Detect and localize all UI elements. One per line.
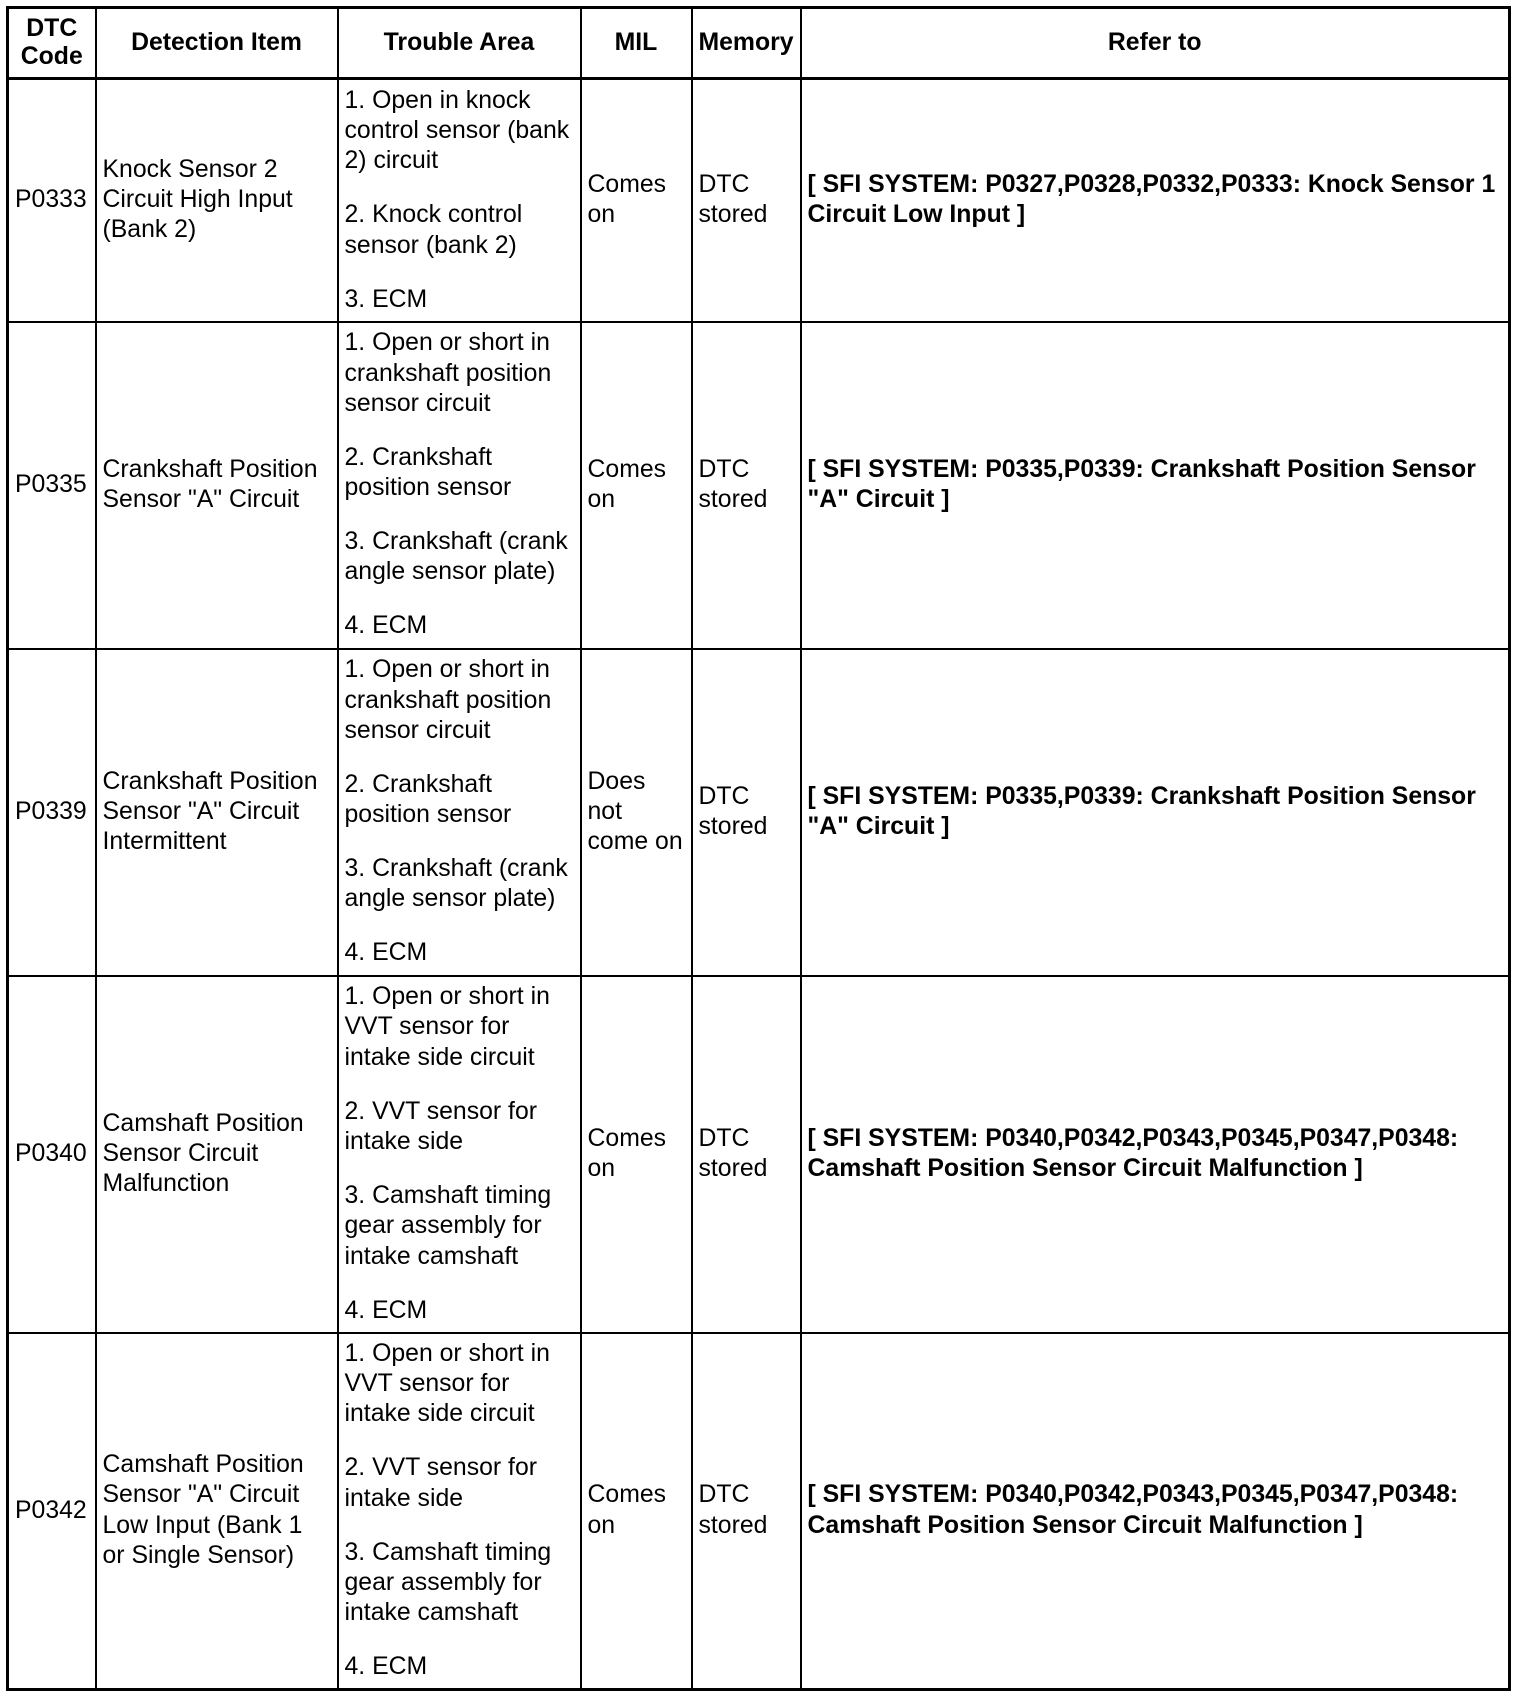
refer-to-cell	[801, 1333, 1510, 1690]
trouble-area-item: 4. ECM	[344, 612, 428, 640]
refer-to-link[interactable]: [ SFI SYSTEM: P0335,P0339: Crankshaft Position Sensor "A" Circuit ]	[807, 455, 1476, 513]
header-dtc-code: DTC Code	[8, 8, 96, 79]
dtc-table	[6, 6, 1511, 1691]
table-header-row	[8, 8, 1510, 79]
header-trouble-area: Trouble Area	[338, 8, 581, 79]
refer-to-link[interactable]: [ SFI SYSTEM: P0340,P0342,P0343,P0345,P0347,P0348: Camshaft Position Sensor Circuit Malfunction ]	[807, 1481, 1459, 1539]
trouble-area-list	[345, 655, 575, 968]
trouble-area-item: 2. Crankshaft position sensor	[344, 443, 512, 502]
detection-item: Crankshaft Position Sensor "A" Circuit	[102, 455, 318, 513]
trouble-area-item: 3. Crankshaft (crank angle sensor plate)	[344, 855, 568, 913]
dtc-code-cell	[8, 976, 96, 1333]
memory-status: DTC stored	[698, 170, 768, 229]
trouble-area-item: 4. ECM	[344, 939, 428, 967]
trouble-area-item: 4. ECM	[344, 1296, 428, 1324]
trouble-area-item: 2. VVT sensor for intake side	[344, 1454, 537, 1512]
memory-cell	[692, 322, 801, 649]
trouble-area-list	[345, 982, 575, 1326]
table-row	[8, 976, 1510, 1333]
dtc-code-cell	[8, 322, 96, 649]
mil-cell	[581, 1333, 692, 1690]
trouble-area-item: 1. Open or short in VVT sensor for intake side circuit	[344, 983, 550, 1071]
table-row	[8, 322, 1510, 649]
trouble-area-list	[345, 86, 575, 315]
mil-status: Comes on	[587, 1124, 667, 1182]
mil-status: Comes on	[587, 170, 667, 229]
dtc-code: P0335	[15, 470, 87, 498]
refer-to-cell	[801, 649, 1510, 976]
memory-cell	[692, 649, 801, 976]
mil-cell	[581, 79, 692, 322]
header-mil: MIL	[581, 8, 692, 79]
dtc-code: P0340	[15, 1139, 87, 1167]
detection-item: Crankshaft Position Sensor "A" Circuit Intermittent	[102, 767, 318, 856]
dtc-table-container	[6, 6, 1511, 1691]
detection-item-cell	[96, 976, 338, 1333]
table-row	[8, 1333, 1510, 1690]
trouble-area-item: 2. VVT sensor for intake side	[344, 1097, 537, 1155]
trouble-area-item: 1. Open or short in crankshaft position sensor circuit	[344, 656, 552, 744]
trouble-area-cell	[338, 79, 581, 322]
memory-status: DTC stored	[698, 1481, 768, 1539]
memory-cell	[692, 79, 801, 322]
trouble-area-item: 1. Open or short in VVT sensor for intake side circuit	[344, 1339, 550, 1428]
table-row	[8, 649, 1510, 976]
refer-to-cell	[801, 322, 1510, 649]
mil-status: Does not come on	[587, 767, 683, 856]
refer-to-link[interactable]: [ SFI SYSTEM: P0335,P0339: Crankshaft Position Sensor "A" Circuit ]	[807, 782, 1476, 840]
mil-status: Comes on	[587, 1481, 667, 1539]
mil-cell	[581, 976, 692, 1333]
detection-item: Camshaft Position Sensor Circuit Malfunction	[102, 1109, 304, 1198]
memory-cell	[692, 976, 801, 1333]
memory-status: DTC stored	[698, 1124, 768, 1182]
detection-item: Knock Sensor 2 Circuit High Input (Bank 2)	[102, 155, 293, 244]
detection-item-cell	[96, 1333, 338, 1690]
refer-to-cell	[801, 79, 1510, 322]
dtc-code-cell	[8, 649, 96, 976]
trouble-area-cell	[338, 649, 581, 976]
header-detection-item: Detection Item	[96, 8, 338, 79]
refer-to-link[interactable]: [ SFI SYSTEM: P0327,P0328,P0332,P0333: Knock Sensor 1 Circuit Low Input ]	[807, 170, 1496, 229]
detection-item-cell	[96, 649, 338, 976]
memory-status: DTC stored	[698, 782, 768, 840]
trouble-area-item: 4. ECM	[344, 1653, 428, 1681]
trouble-area-item: 3. Camshaft timing gear assembly for intake camshaft	[344, 1181, 552, 1270]
trouble-area-item: 2. Knock control sensor (bank 2)	[344, 201, 523, 259]
detection-item-cell	[96, 322, 338, 649]
header-refer-to: Refer to	[801, 8, 1510, 79]
detection-item-cell	[96, 79, 338, 322]
header-memory: Memory	[692, 8, 801, 79]
table-row	[8, 79, 1510, 322]
detection-item: Camshaft Position Sensor "A" Circuit Low Input (Bank 1 or Single Sensor)	[102, 1451, 304, 1570]
refer-to-link[interactable]: [ SFI SYSTEM: P0340,P0342,P0343,P0345,P0347,P0348: Camshaft Position Sensor Circuit Malfunction ]	[807, 1124, 1459, 1182]
dtc-code: P0333	[15, 186, 87, 214]
trouble-area-item: 1. Open in knock control sensor (bank 2) circuit	[344, 86, 570, 175]
dtc-code: P0339	[15, 797, 87, 825]
trouble-area-item: 2. Crankshaft position sensor	[344, 770, 512, 829]
trouble-area-cell	[338, 976, 581, 1333]
refer-to-cell	[801, 976, 1510, 1333]
mil-status: Comes on	[587, 455, 667, 513]
memory-status: DTC stored	[698, 455, 768, 513]
trouble-area-item: 1. Open or short in crankshaft position sensor circuit	[344, 329, 552, 417]
dtc-code-cell	[8, 79, 96, 322]
mil-cell	[581, 322, 692, 649]
dtc-code-cell	[8, 1333, 96, 1690]
memory-cell	[692, 1333, 801, 1690]
trouble-area-cell	[338, 1333, 581, 1690]
trouble-area-list	[345, 1339, 575, 1683]
trouble-area-item: 3. ECM	[344, 285, 428, 313]
trouble-area-item: 3. Camshaft timing gear assembly for intake camshaft	[344, 1538, 552, 1627]
trouble-area-cell	[338, 322, 581, 649]
trouble-area-item: 3. Crankshaft (crank angle sensor plate)	[344, 528, 568, 586]
dtc-code: P0342	[15, 1496, 87, 1524]
mil-cell	[581, 649, 692, 976]
trouble-area-list	[345, 328, 575, 641]
